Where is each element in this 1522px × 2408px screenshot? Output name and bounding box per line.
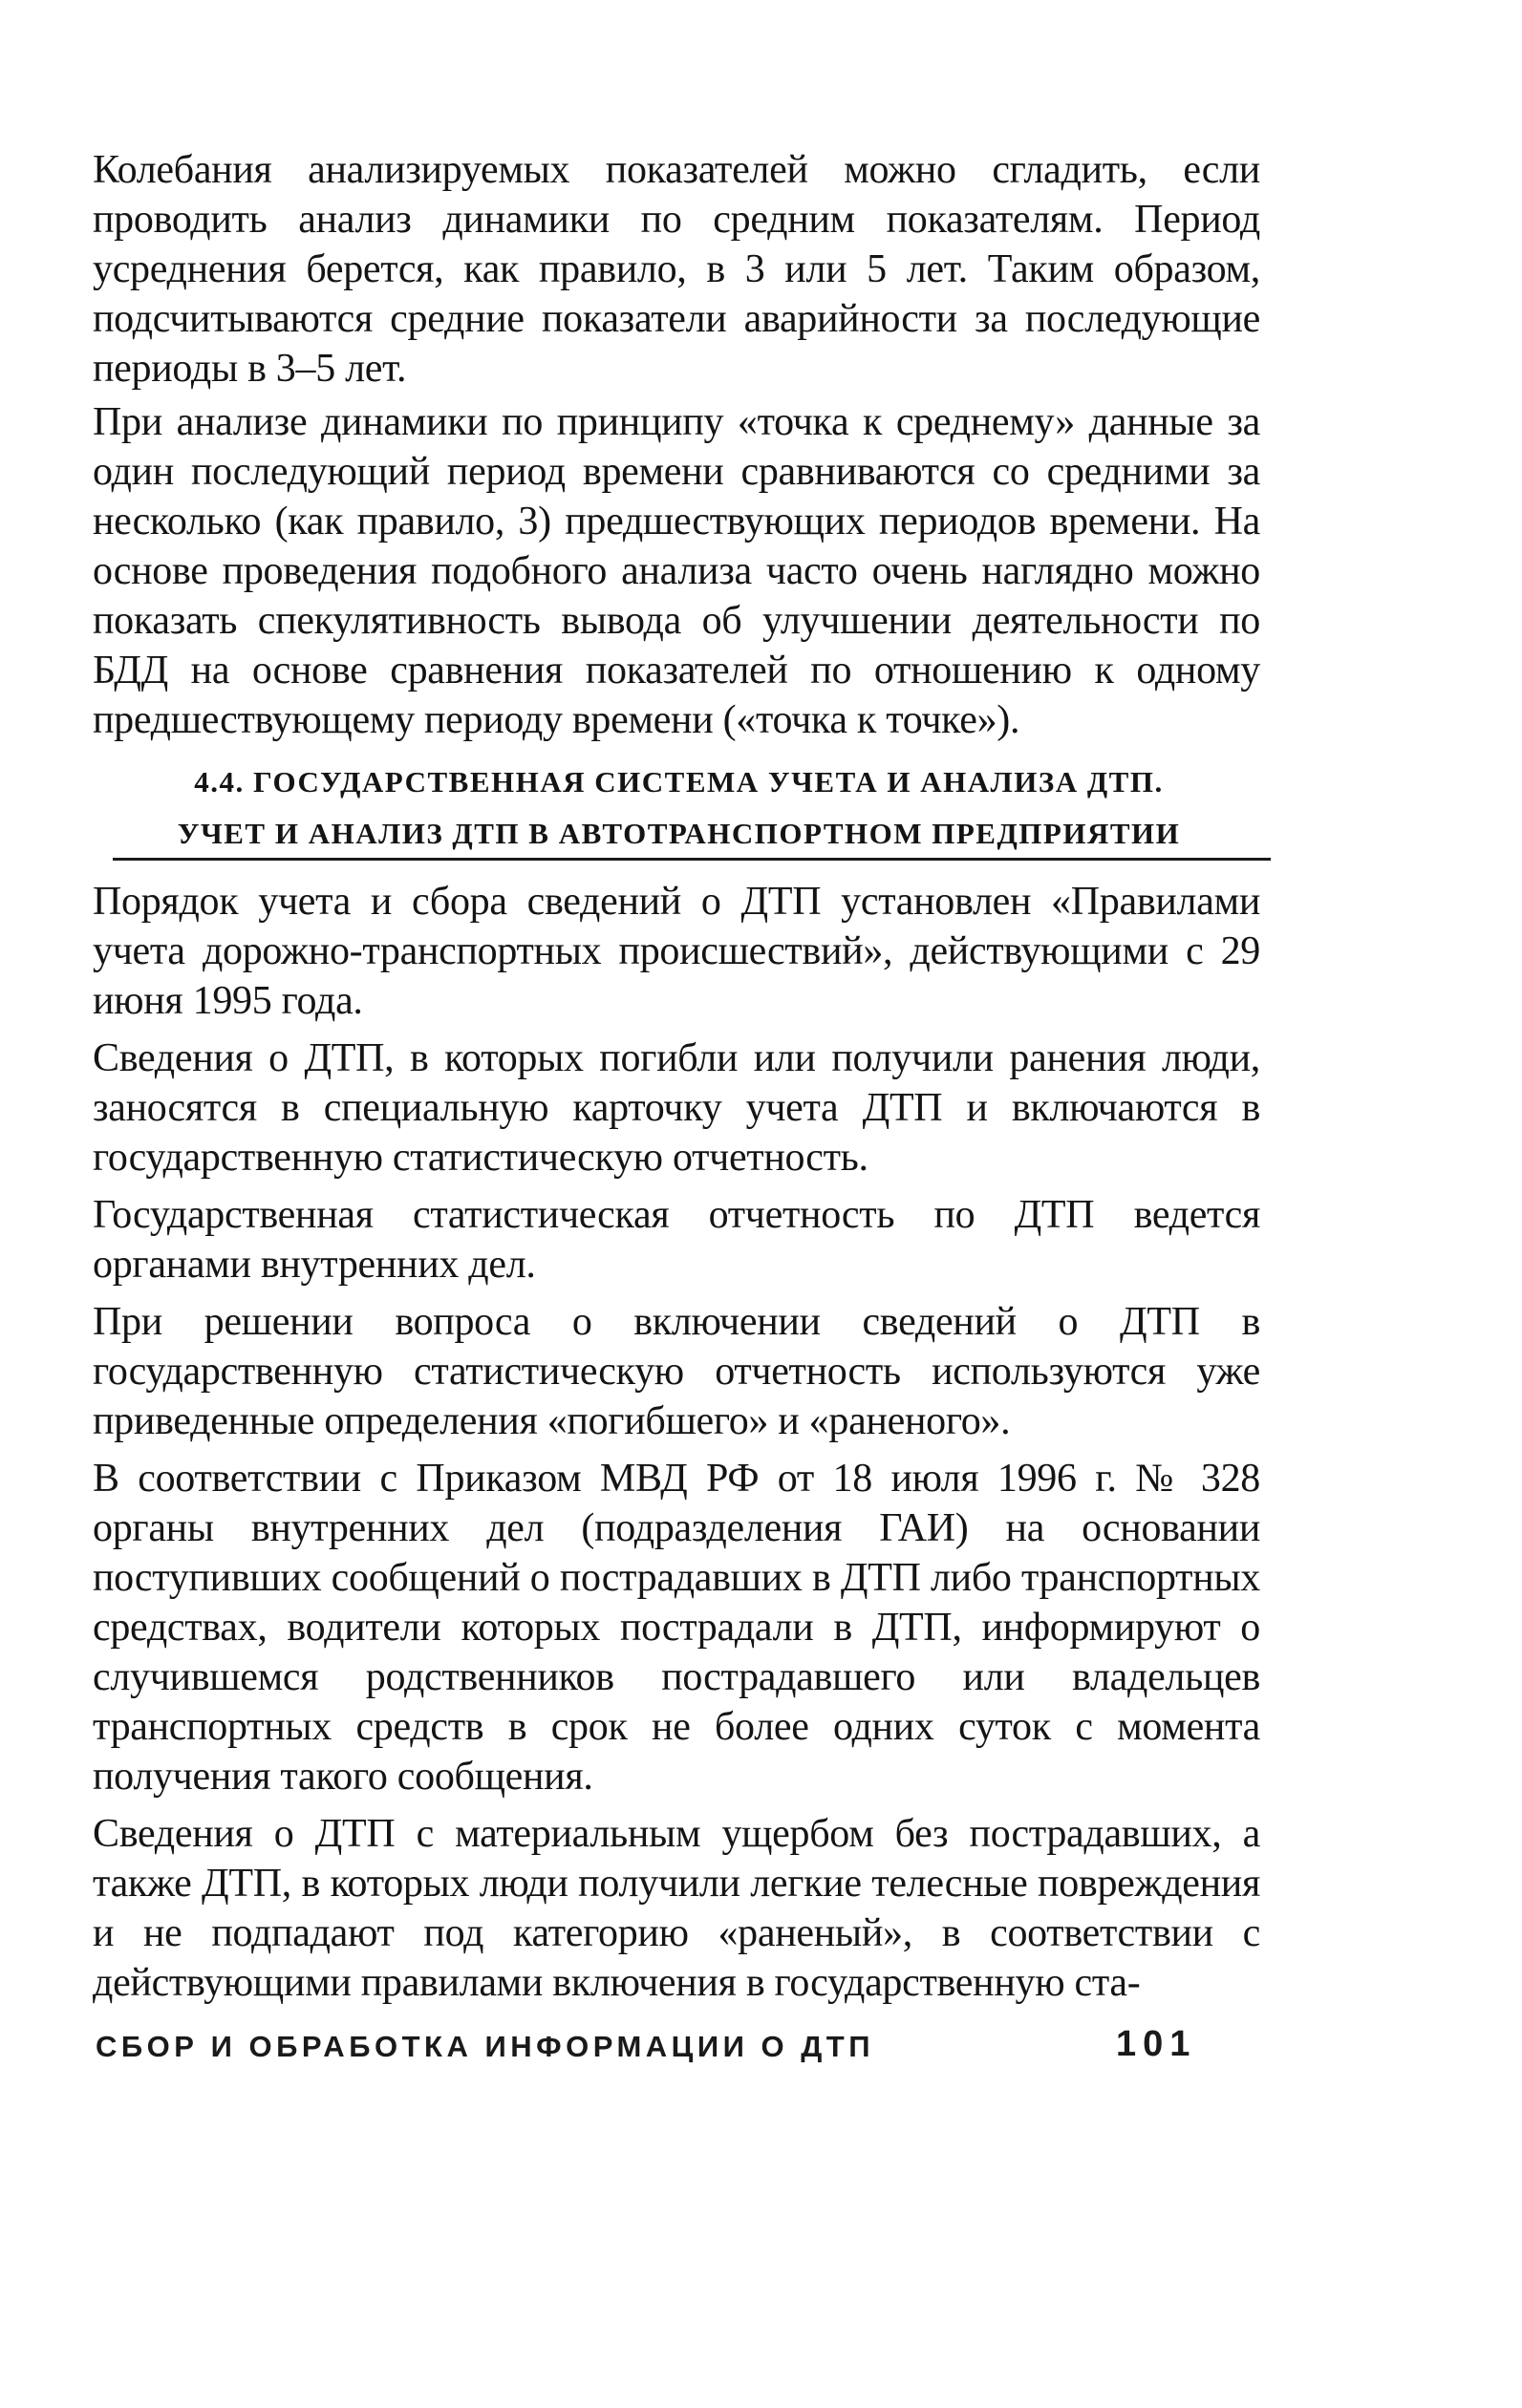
section-text-block	[93, 877, 1260, 2008]
paragraph: Сведения о ДТП, в которых погибли или получили ранения люди, заносятся в специальную карточку учета ДТП и включаются в государственную статистическую отчетность.	[93, 1036, 1260, 1180]
intro-text-block	[93, 145, 1260, 745]
paragraph: Сведения о ДТП с материальным ущербом без пострадавших, а также ДТП, в которых люди получили легкие телесные повреждения и не подпадают под категорию «раненый», в соответствии с действующими правилами включения в государственную ста-	[93, 1812, 1260, 2005]
paragraph: Колебания анализируемых показателей можно сгладить, если проводить анализ динамики по средним показателям. Период усреднения берется, как правило, в 3 или 5 лет. Таким образом, подсчитываются средние показатели аварийности за последующие периоды в 3–5 лет.	[93, 148, 1260, 391]
page-number: 101	[1116, 2024, 1197, 2064]
section-heading-line: 4.4. ГОСУДАРСТВЕННАЯ СИСТЕМА УЧЕТА И АНАЛИЗА ДТП.	[194, 765, 1164, 799]
paragraph: В соответствии с Приказом МВД РФ от 18 июля 1996 г. № 328 органы внутренних дел (подразделения ГАИ) на основании поступивших сообщений о пострадавших в ДТП либо транспортных средствах, водители которых пострадали в ДТП, информируют о случившемся родственников пострадавшего или владельцев транспортных средств в срок не более одних суток с момента получения такого сообщения.	[93, 1457, 1260, 1799]
section-heading-line: УЧЕТ И АНАЛИЗ ДТП В АВТОТРАНСПОРТНОМ ПРЕДПРИЯТИИ	[177, 817, 1181, 850]
paragraph: При решении вопроса о включении сведений о ДТП в государственную статистическую отчетность используются уже приведенные определения «погибшего» и «раненого».	[93, 1300, 1260, 1443]
section-heading	[113, 756, 1245, 860]
paragraph: При анализе динамики по принципу «точка к среднему» данные за один последующий период времени сравниваются со средними за несколько (как правило, 3) предшествующих периодов времени. На основе проведения подобного анализа часто очень наглядно можно показать спекулятивность вывода об улучшении деятельности по БДД на основе сравнения показателей по отношению к одному предшествующему периоду времени («точка к точке»).	[93, 400, 1260, 742]
paragraph: Государственная статистическая отчетность по ДТП ведется органами внутренних дел.	[93, 1193, 1260, 1287]
heading-underline	[113, 858, 1271, 861]
paragraph: Порядок учета и сбора сведений о ДТП установлен «Правилами учета дорожно-транспортных происшествий», действующими с 29 июня 1995 года.	[93, 880, 1260, 1023]
running-footer-title: СБОР И ОБРАБОТКА ИНФОРМАЦИИ О ДТП	[96, 2030, 875, 2063]
